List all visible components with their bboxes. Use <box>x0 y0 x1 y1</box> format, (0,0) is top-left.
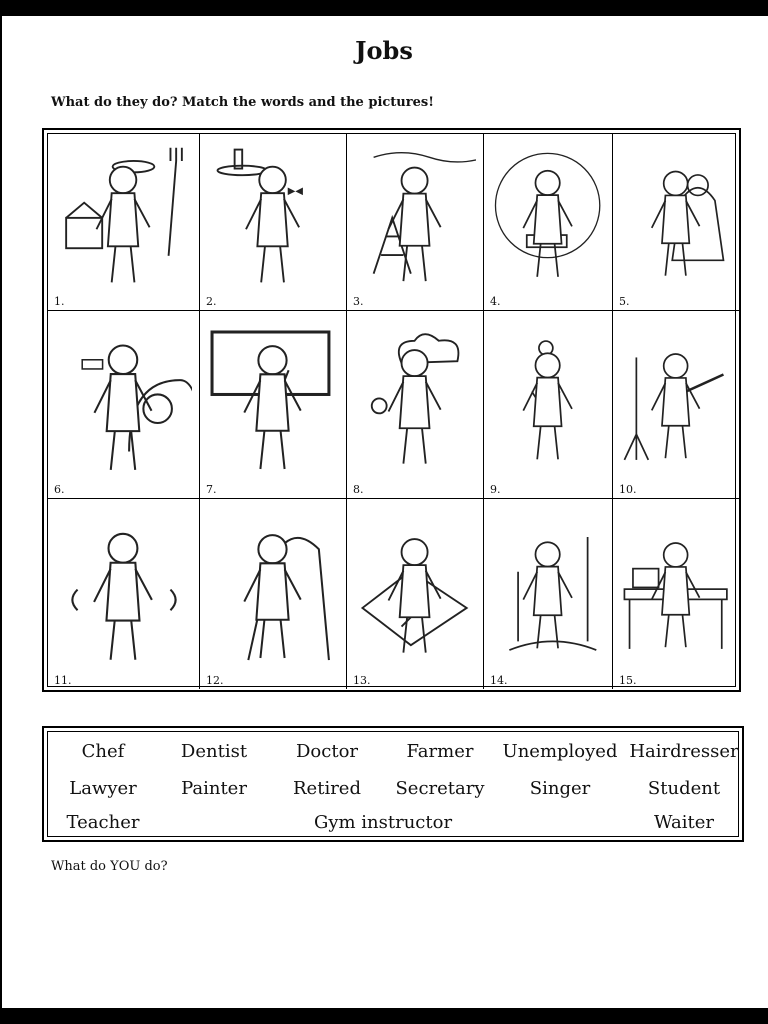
chef-drawing-icon <box>355 319 476 477</box>
word-secretary: Secretary <box>395 778 485 799</box>
picture-cell-1 <box>48 134 200 311</box>
word-dentist: Dentist <box>180 741 248 762</box>
picture-cell-10 <box>613 311 740 499</box>
picture-number: 1. <box>54 295 65 308</box>
bottom-border-bar <box>0 1008 768 1024</box>
picture-number: 10. <box>619 483 637 496</box>
word-unemployed: Unemployed <box>502 741 618 762</box>
picture-cell-15 <box>613 499 740 689</box>
word-lawyer: Lawyer <box>69 778 137 799</box>
picture-number: 8. <box>353 483 364 496</box>
gym-instructor-drawing-icon <box>208 507 339 667</box>
instruction-text: What do they do? Match the words and the pictures! <box>51 95 434 110</box>
page-title: Jobs <box>355 36 413 65</box>
picture-number: 11. <box>54 674 72 687</box>
picture-number: 9. <box>490 483 501 496</box>
word-doctor: Doctor <box>295 741 359 762</box>
picture-cell-3 <box>347 134 484 311</box>
picture-number: 7. <box>206 483 217 496</box>
picture-number: 15. <box>619 674 637 687</box>
picture-cell-8 <box>347 311 484 499</box>
picture-number: 3. <box>353 295 364 308</box>
picture-cell-2 <box>200 134 347 311</box>
retired-drawing-icon <box>492 507 605 667</box>
word-gym-instructor: Gym instructor <box>313 812 453 833</box>
farmer-drawing-icon <box>56 142 192 289</box>
secretary-drawing-icon <box>621 507 732 667</box>
top-border-bar <box>0 0 768 16</box>
singer-drawing-icon <box>621 319 732 477</box>
word-bank-inner <box>47 731 739 837</box>
picture-grid <box>42 128 741 692</box>
picture-number: 14. <box>490 674 508 687</box>
picture-cell-5 <box>613 134 740 311</box>
dentist-drawing-icon <box>56 319 192 477</box>
unemployed-drawing-icon <box>56 507 192 667</box>
word-farmer: Farmer <box>406 741 474 762</box>
waiter-drawing-icon <box>208 142 339 289</box>
teacher-drawing-icon <box>208 319 339 477</box>
word-student: Student <box>647 778 721 799</box>
picture-number: 13. <box>353 674 371 687</box>
word-teacher: Teacher <box>66 812 140 833</box>
word-hairdresser: Hairdresser <box>629 741 739 762</box>
word-retired: Retired <box>293 778 361 799</box>
word-singer: Singer <box>529 778 591 799</box>
doctor-drawing-icon <box>492 319 605 477</box>
picture-number: 12. <box>206 674 224 687</box>
picture-grid-inner <box>47 133 736 687</box>
picture-cell-14 <box>484 499 613 689</box>
question-text: What do YOU do? <box>51 859 168 874</box>
painter-drawing-icon <box>355 142 476 289</box>
student-drawing-icon <box>355 507 476 667</box>
word-waiter: Waiter <box>654 812 714 833</box>
picture-number: 6. <box>54 483 65 496</box>
lawyer-drawing-icon <box>492 142 605 289</box>
word-chef: Chef <box>81 741 125 762</box>
picture-cell-4 <box>484 134 613 311</box>
picture-cell-9 <box>484 311 613 499</box>
picture-cell-12 <box>200 499 347 689</box>
picture-number: 2. <box>206 295 217 308</box>
picture-number: 4. <box>490 295 501 308</box>
picture-cell-6 <box>48 311 200 499</box>
word-painter: Painter <box>181 778 247 799</box>
picture-cell-11 <box>48 499 200 689</box>
picture-cell-13 <box>347 499 484 689</box>
word-bank-box <box>42 726 744 842</box>
picture-number: 5. <box>619 295 630 308</box>
hairdresser-drawing-icon <box>621 142 732 289</box>
left-edge-line <box>0 16 2 1008</box>
picture-cell-7 <box>200 311 347 499</box>
